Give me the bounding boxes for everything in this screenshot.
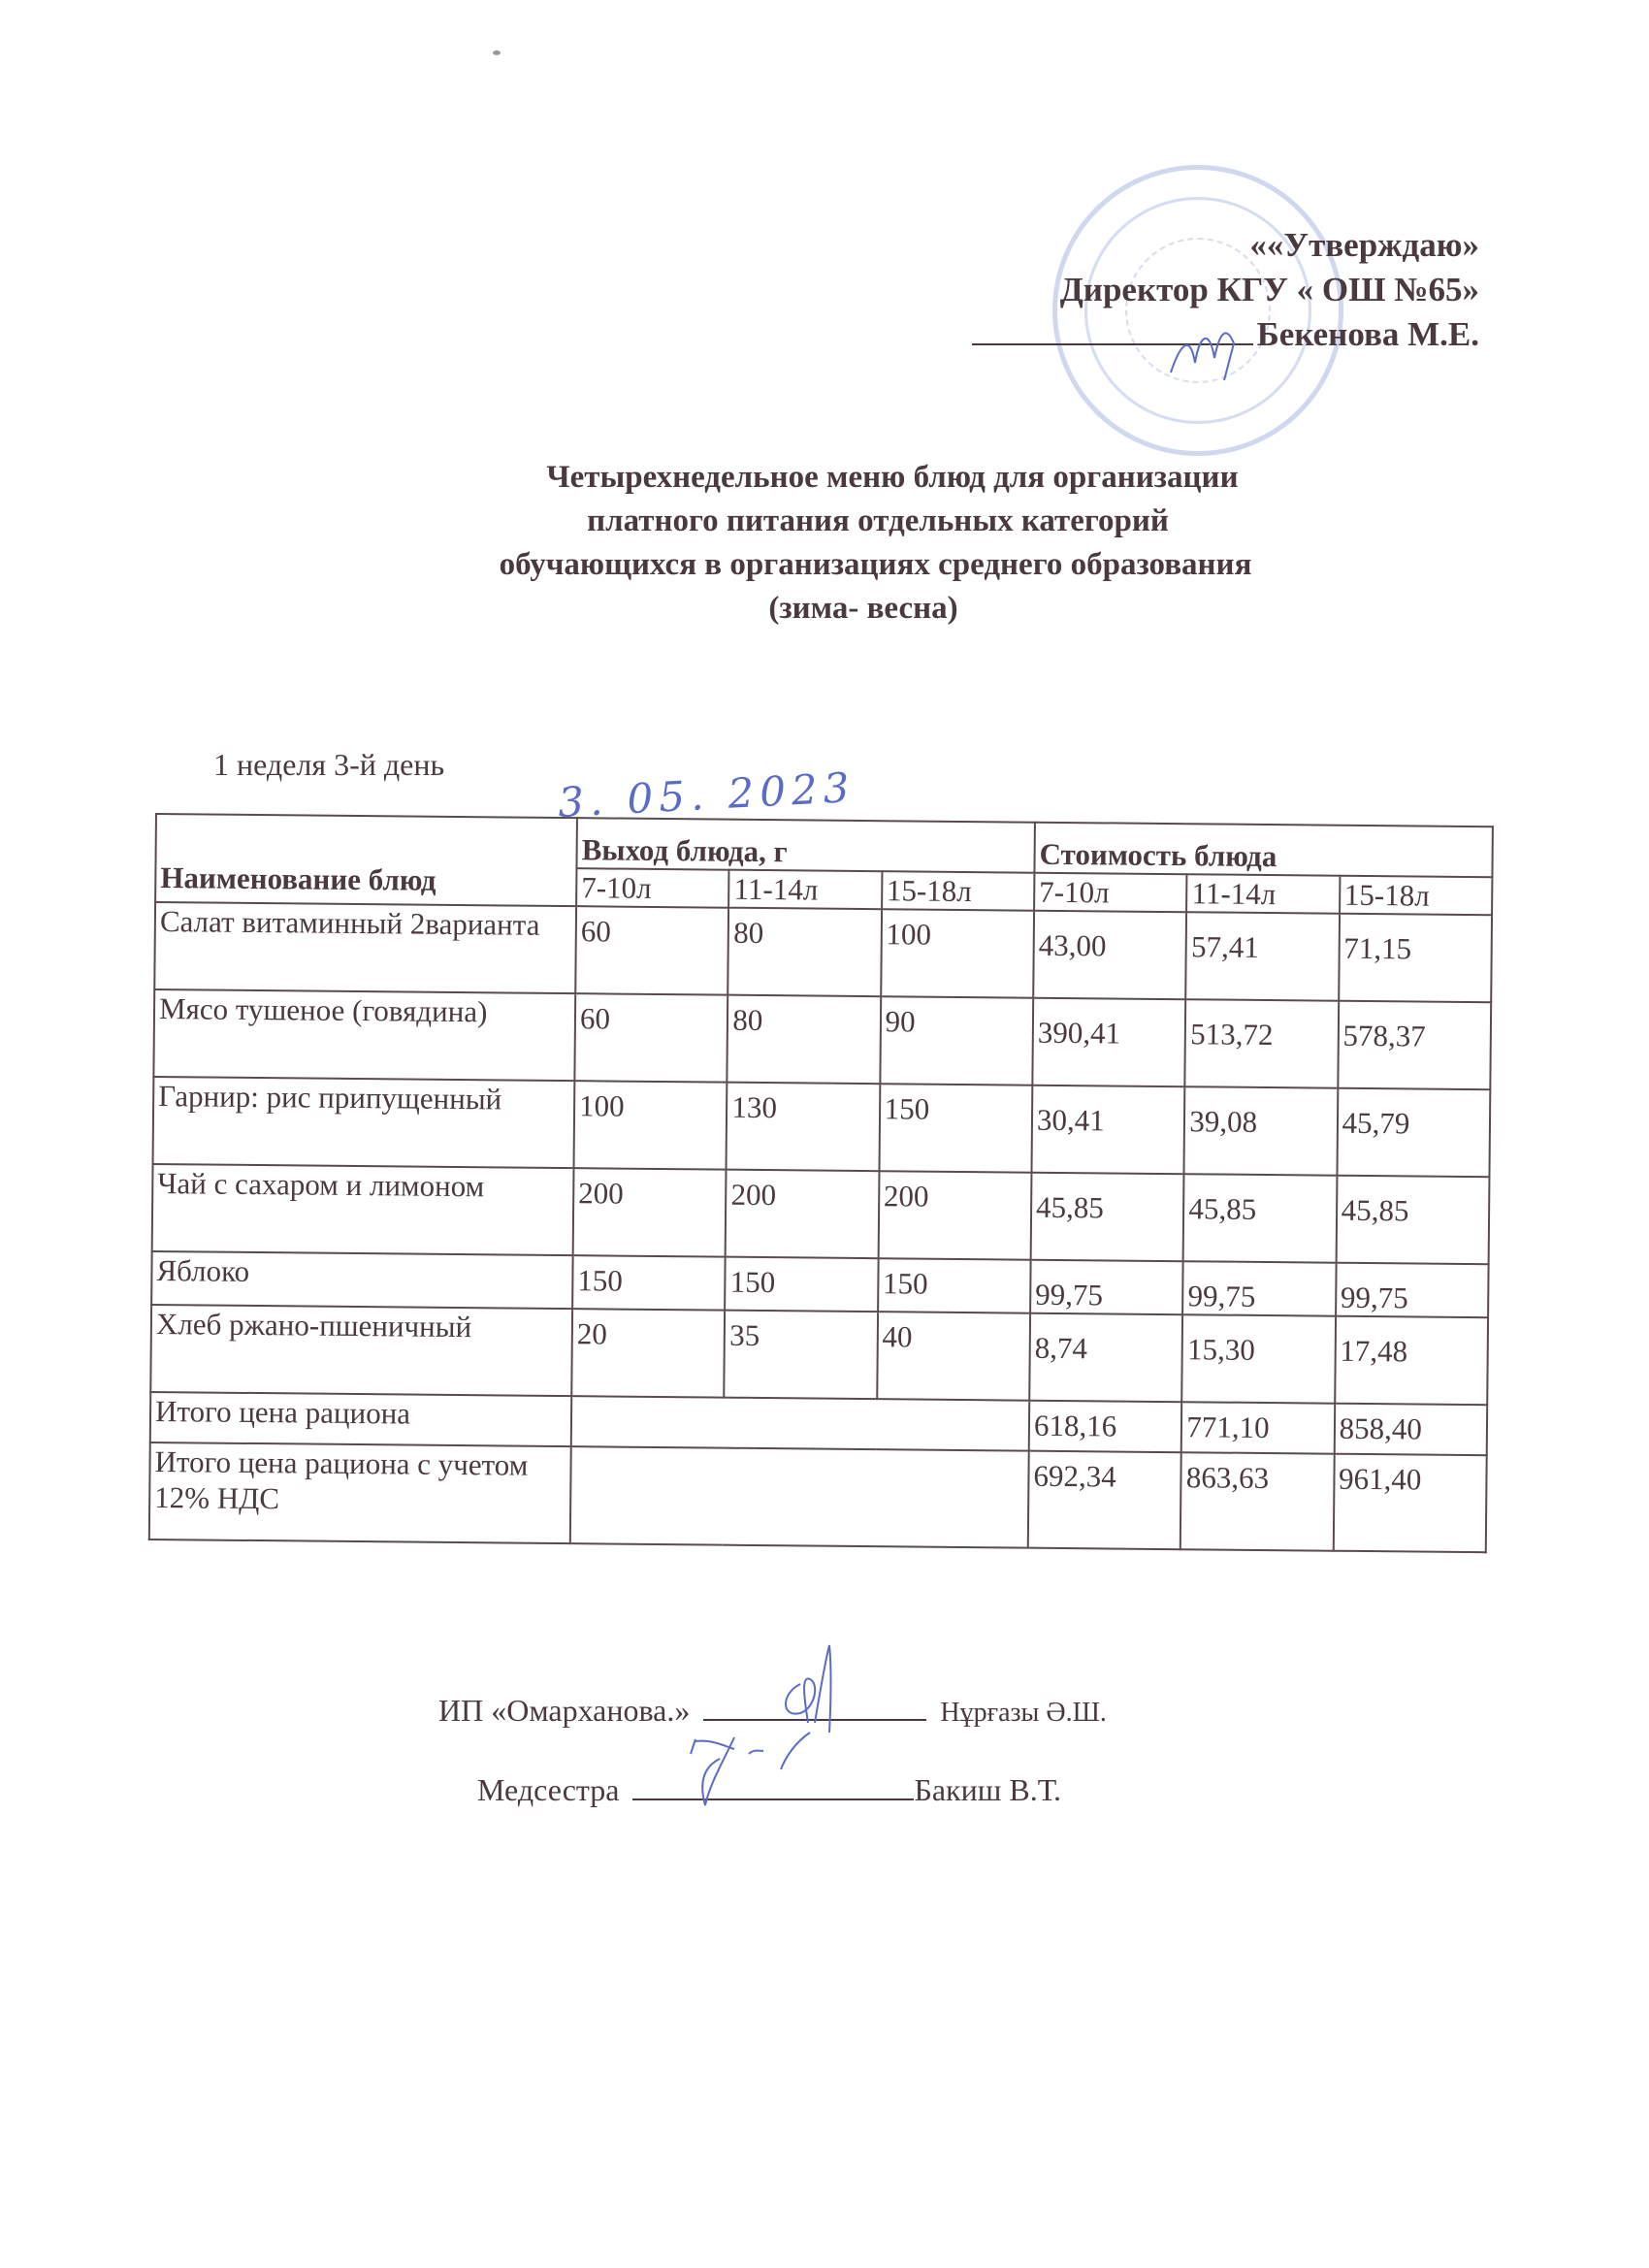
dish-cost: 43,00 xyxy=(1033,911,1186,1000)
total-blank-cell xyxy=(571,1396,1029,1451)
director-signature-icon xyxy=(1166,324,1253,382)
total-blank-cell xyxy=(570,1446,1029,1548)
header-dish-name: Наименование блюд xyxy=(155,814,577,906)
dish-weight: 60 xyxy=(574,993,728,1083)
nurse-signature-icon xyxy=(681,1730,797,1807)
dish-cost: 390,41 xyxy=(1032,998,1185,1087)
total-cost: 858,40 xyxy=(1334,1404,1487,1456)
ip-label: ИП «Омарханова.» xyxy=(438,1693,691,1728)
header-weight: Выход блюда, г xyxy=(576,818,1034,873)
table-row xyxy=(152,1164,1490,1264)
menu-table xyxy=(148,813,1494,1553)
dish-cost: 30,41 xyxy=(1031,1085,1184,1175)
dish-cost: 45,79 xyxy=(1337,1088,1490,1178)
dish-weight: 90 xyxy=(880,996,1033,1085)
approval-heading: ««Утверждаю» xyxy=(1249,226,1479,264)
dish-cost: 45,85 xyxy=(1183,1174,1337,1263)
dish-weight: 100 xyxy=(881,909,1034,998)
scan-speck xyxy=(493,50,501,55)
subheader-age: 11-14л xyxy=(728,870,882,910)
nurse-label: Медсестра xyxy=(477,1772,620,1807)
ip-signature-field xyxy=(703,1694,926,1721)
dish-cost: 578,37 xyxy=(1338,1001,1491,1090)
approval-position: Директор КГУ « ОШ №65» xyxy=(1059,271,1479,308)
approval-signer: Бекенова М.Е. xyxy=(1256,315,1479,353)
dish-weight: 150 xyxy=(878,1258,1031,1313)
dish-weight: 150 xyxy=(572,1255,726,1311)
table-row xyxy=(153,1077,1491,1177)
dish-weight: 60 xyxy=(575,906,728,995)
dish-name: Яблоко xyxy=(151,1251,573,1309)
dish-cost: 513,72 xyxy=(1185,999,1339,1088)
dish-weight: 200 xyxy=(878,1171,1031,1260)
handwritten-date: 3. 05. 2023 xyxy=(556,763,857,826)
dish-weight: 80 xyxy=(728,995,881,1085)
nurse-signature-row xyxy=(477,1772,1061,1808)
dish-weight: 35 xyxy=(725,1311,878,1400)
dish-weight: 80 xyxy=(728,908,882,997)
dish-name: Мясо тушеное (говядина) xyxy=(153,989,575,1081)
dish-weight: 40 xyxy=(877,1312,1030,1401)
nurse-name: Бакиш В.Т. xyxy=(914,1772,1062,1807)
total-cost: 692,34 xyxy=(1028,1451,1181,1550)
table-header-row xyxy=(155,814,1492,877)
total-label: Итого цена рациона xyxy=(150,1392,571,1446)
ip-name: Нұрғазы Ә.Ш. xyxy=(940,1698,1107,1728)
header-cost: Стоимость блюда xyxy=(1034,823,1492,878)
dish-cost: 45,85 xyxy=(1031,1173,1184,1262)
approval-signature-line xyxy=(972,312,1479,357)
ip-signature-row xyxy=(438,1693,1107,1729)
dish-weight: 150 xyxy=(879,1084,1032,1173)
dish-cost: 57,41 xyxy=(1186,912,1340,1001)
subheader-age: 7-10л xyxy=(576,868,729,908)
nurse-signature-field xyxy=(632,1773,914,1800)
approval-block xyxy=(972,223,1479,357)
total-cost: 961,40 xyxy=(1333,1454,1486,1553)
dish-name: Чай с сахаром и лимоном xyxy=(152,1164,574,1255)
period-label: 1 неделя 3-й день xyxy=(213,747,445,782)
title-line-2: платного питания отдельных категорий xyxy=(587,503,1169,538)
dish-weight: 200 xyxy=(726,1170,879,1259)
table-totals xyxy=(149,1392,1487,1552)
subheader-age: 15-18л xyxy=(1340,876,1493,916)
subheader-age: 7-10л xyxy=(1034,873,1187,913)
dish-cost: 15,30 xyxy=(1182,1314,1336,1404)
dish-cost: 45,85 xyxy=(1336,1176,1489,1265)
table-body xyxy=(150,902,1492,1405)
dish-weight: 150 xyxy=(725,1257,878,1312)
dish-cost: 71,15 xyxy=(1339,914,1492,1003)
subheader-age: 11-14л xyxy=(1186,874,1340,914)
title-line-3: обучающихся в организациях среднего образования xyxy=(499,547,1252,582)
dish-cost: 99,75 xyxy=(1182,1261,1336,1316)
dish-weight: 100 xyxy=(574,1081,728,1170)
dish-name: Гарнир: рис припущенный xyxy=(153,1077,575,1168)
total-cost: 618,16 xyxy=(1029,1401,1182,1453)
table-row xyxy=(154,902,1492,1002)
table-row xyxy=(153,989,1491,1089)
dish-cost: 8,74 xyxy=(1029,1313,1182,1403)
document-title xyxy=(0,456,1649,631)
dish-cost: 99,75 xyxy=(1336,1263,1489,1318)
total-cost: 863,63 xyxy=(1180,1452,1334,1551)
dish-cost: 17,48 xyxy=(1335,1316,1488,1406)
director-signature-field xyxy=(972,314,1253,345)
dish-name: Салат витаминный 2варианта xyxy=(154,902,576,993)
dish-weight: 200 xyxy=(573,1168,727,1257)
dish-cost: 39,08 xyxy=(1184,1086,1338,1176)
title-line-4: (зима- весна) xyxy=(768,591,958,626)
total-label: Итого цена рациона с учетом 12% НДС xyxy=(149,1442,571,1543)
dish-weight: 20 xyxy=(571,1309,725,1398)
table-row xyxy=(150,1305,1488,1405)
title-line-1: Четырехнедельное меню блюд для организации xyxy=(546,460,1239,495)
dish-cost: 99,75 xyxy=(1030,1260,1183,1315)
total-cost: 771,10 xyxy=(1181,1402,1335,1454)
dish-name: Хлеб ржано-пшеничный xyxy=(150,1305,572,1396)
subheader-age: 15-18л xyxy=(882,871,1035,911)
dish-weight: 130 xyxy=(727,1083,880,1172)
total-row xyxy=(149,1442,1487,1552)
